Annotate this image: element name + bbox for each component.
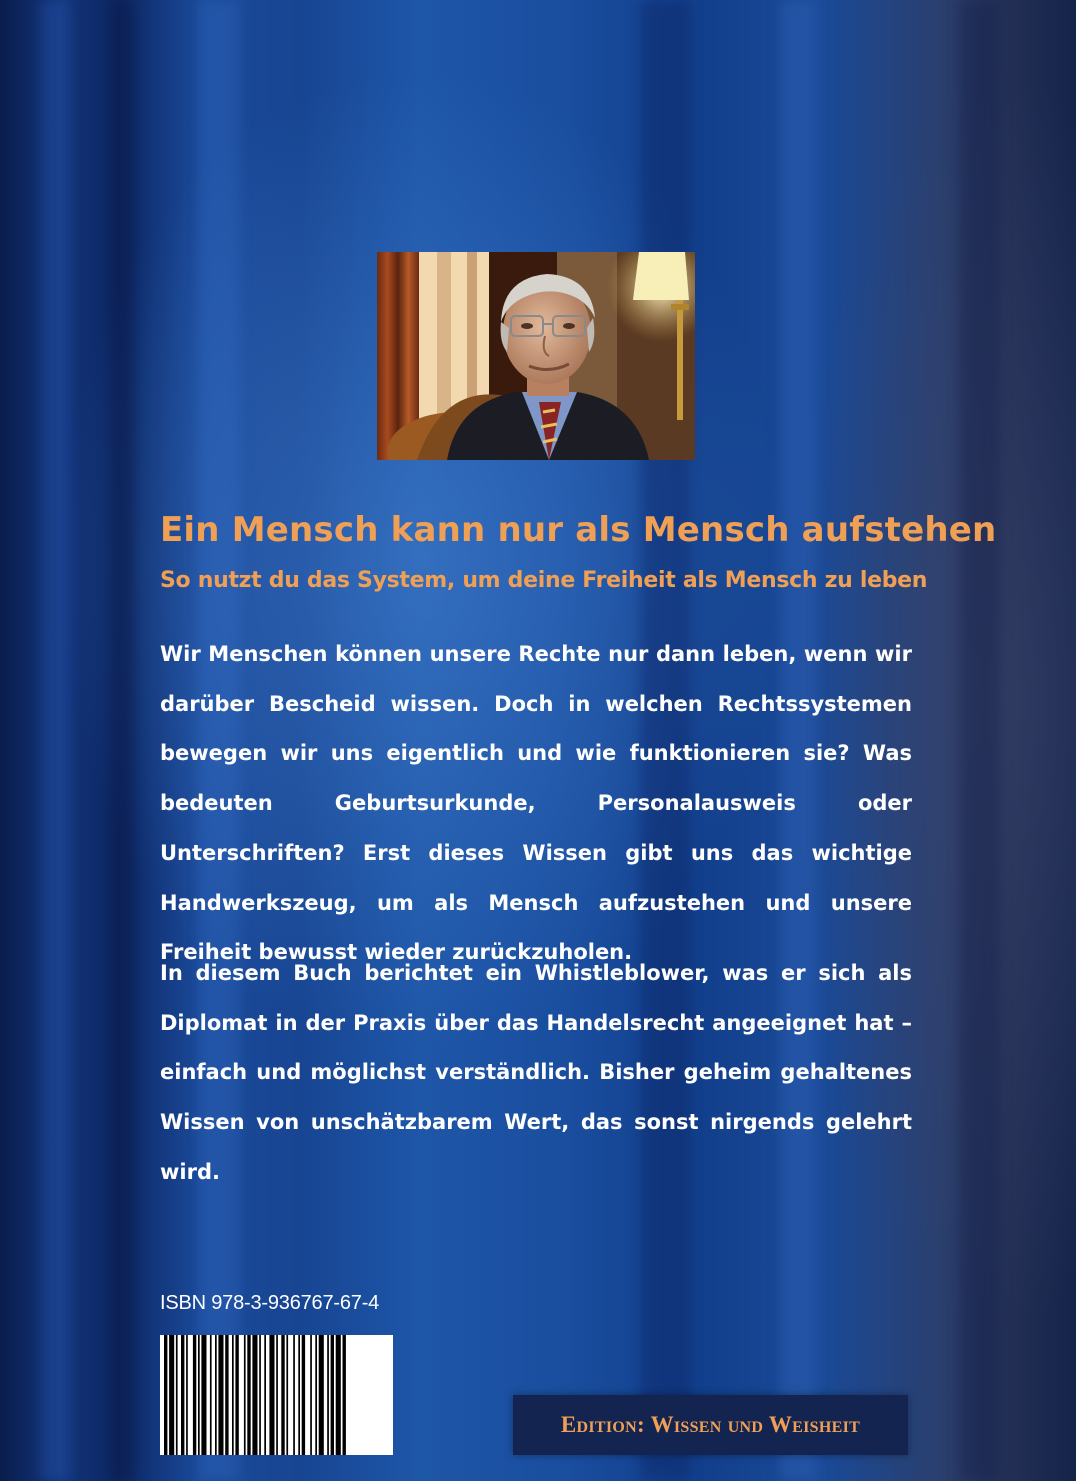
barcode-bar	[244, 1335, 246, 1455]
barcode-bar	[310, 1335, 312, 1455]
author-photo	[377, 252, 695, 460]
barcode-bar	[343, 1335, 346, 1455]
barcode-bar	[327, 1335, 329, 1455]
book-subtitle: So nutzt du das System, um deine Freiheit als Mensch zu leben	[160, 568, 928, 593]
barcode-graphic	[160, 1335, 393, 1455]
barcode-bar	[232, 1335, 234, 1455]
barcode-bar	[193, 1335, 196, 1455]
barcode-bar	[286, 1335, 288, 1455]
barcode-bar	[235, 1335, 238, 1455]
publisher-box	[513, 1395, 908, 1455]
isbn-text: ISBN 978-3-936767-67-4	[160, 1292, 380, 1314]
background-streak	[40, 0, 70, 1481]
barcode-bar	[164, 1335, 167, 1455]
barcode-bar	[252, 1335, 257, 1455]
barcode-bar	[336, 1335, 341, 1455]
barcode-bar	[281, 1335, 284, 1455]
barcode-bar	[198, 1335, 200, 1455]
book-title: Ein Mensch kann nur als Mensch aufstehen	[160, 510, 997, 550]
background-streak	[110, 0, 134, 1481]
barcode-bar	[276, 1335, 278, 1455]
barcode-bar	[181, 1335, 184, 1455]
barcode-bar	[269, 1335, 274, 1455]
barcode-bar	[264, 1335, 266, 1455]
barcode-bar	[319, 1335, 324, 1455]
barcode-bar	[176, 1335, 178, 1455]
author-portrait	[377, 252, 695, 460]
background-streak	[960, 0, 1000, 1481]
barcode-bar	[331, 1335, 334, 1455]
barcode-bar	[298, 1335, 300, 1455]
barcode-bar	[293, 1335, 295, 1455]
barcode-bar	[225, 1335, 228, 1455]
barcode-bar	[302, 1335, 305, 1455]
barcode-bar	[210, 1335, 212, 1455]
barcode-bar	[186, 1335, 188, 1455]
barcode-bar	[247, 1335, 250, 1455]
barcode-bar	[218, 1335, 223, 1455]
barcode-bar	[201, 1335, 206, 1455]
barcode-bar	[169, 1335, 174, 1455]
publisher-name: Edition: Wissen und Weisheit	[560, 1412, 861, 1437]
blurb-paragraph-1: Wir Menschen können unsere Rechte nur dann leben, wenn wir darüber Bescheid wissen. Doch in welchen Rechtssystemen bewegen wir uns eigentlich und wie funktionieren sie? Was bedeuten Geburtsurkunde, Personalausweis oder Unterschriften? Erst dieses Wissen gibt uns das wichtige Handwerkszeug, um als Mensch aufzustehen und unsere Freiheit bewusst wieder zurückzuholen.	[160, 642, 912, 965]
barcode-bar	[215, 1335, 217, 1455]
barcode-bar	[259, 1335, 261, 1455]
barcode-bar	[315, 1335, 317, 1455]
isbn-barcode	[160, 1335, 393, 1455]
blurb-paragraph-2: In diesem Buch berichtet ein Whistleblower, was er sich als Diplomat in der Praxis über das Handelsrecht angeeignet hat – einfach und möglichst verständlich. Bisher geheim gehaltenes Wissen von unschätzbarem Wert, das sonst nirgends gelehrt wird.	[160, 961, 912, 1184]
